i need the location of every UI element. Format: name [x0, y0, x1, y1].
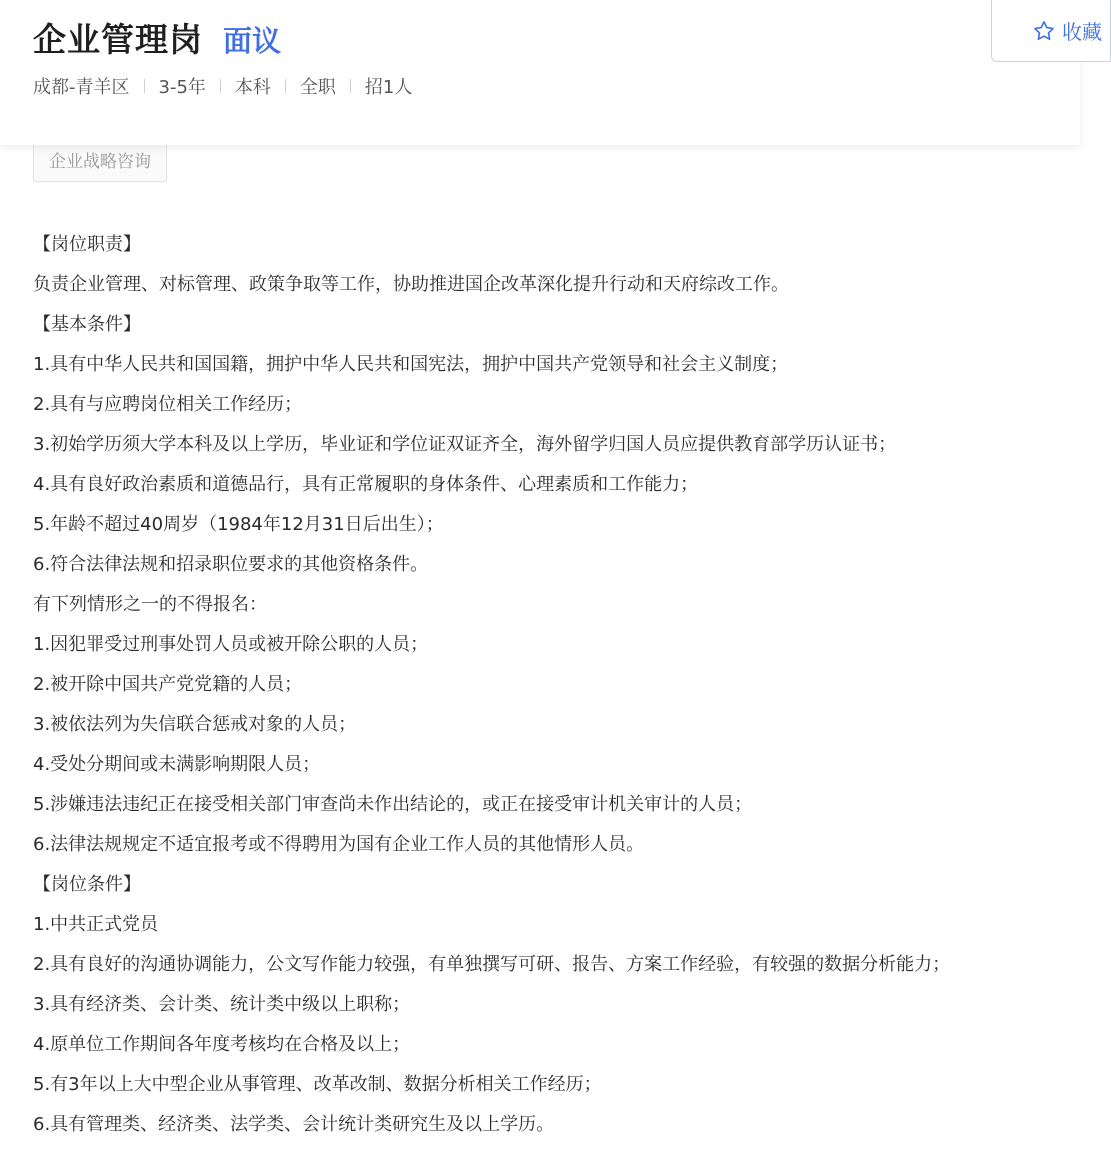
favorite-label: 收藏	[1062, 20, 1102, 44]
divider	[285, 79, 286, 93]
description-line: 3.初始学历须大学本科及以上学历，毕业证和学位证双证齐全，海外留学归国人员应提供教育部学历认证书；	[33, 434, 897, 455]
description-line: 负责企业管理、对标管理、政策争取等工作，协助推进国企改革深化提升行动和天府综改工作。	[33, 274, 789, 295]
category-tag: 企业战略咨询	[33, 141, 167, 182]
meta-experience: 3-5年	[158, 77, 206, 98]
section-heading: 【基本条件】	[33, 314, 141, 335]
description-line: 6.法律法规规定不适宜报考或不得聘用为国有企业工作人员的其他情形人员。	[33, 834, 645, 855]
meta-job-type: 全职	[299, 77, 336, 98]
description-line: 5.年龄不超过40周岁（1984年12月31日后出生）；	[33, 514, 444, 535]
description-line: 5.涉嫌违法违纪正在接受相关部门审查尚未作出结论的，或正在接受审计机关审计的人员；	[33, 794, 753, 815]
description-line: 3.被依法列为失信联合惩戒对象的人员；	[33, 714, 357, 735]
job-header	[0, 0, 1102, 145]
description-line: 2.具有良好的沟通协调能力，公文写作能力较强，有单独撰写可研、报告、方案工作经验，有较强的数据分析能力；	[33, 954, 951, 975]
section-heading: 【岗位条件】	[33, 874, 141, 895]
divider	[144, 79, 145, 93]
job-meta	[33, 73, 412, 99]
divider	[350, 79, 351, 93]
meta-headcount: 招1人	[364, 77, 413, 98]
meta-education: 本科	[234, 77, 271, 98]
description-line: 6.符合法律法规和招录职位要求的其他资格条件。	[33, 554, 429, 575]
section-heading: 【岗位职责】	[33, 234, 141, 255]
salary: 面议	[223, 24, 282, 58]
description-line: 5.有3年以上大中型企业从事管理、改革改制、数据分析相关工作经历；	[33, 1074, 602, 1095]
description-line: 6.具有管理类、经济类、法学类、会计统计类研究生及以上学历。	[33, 1114, 555, 1135]
description-line: 2.具有与应聘岗位相关工作经历；	[33, 394, 303, 415]
favorite-button[interactable]	[991, 0, 1111, 62]
title-row	[33, 14, 281, 61]
description-line: 1.中共正式党员	[33, 914, 159, 935]
description-line: 1.因犯罪受过刑事处罚人员或被开除公职的人员；	[33, 634, 429, 655]
description-line: 4.原单位工作期间各年度考核均在合格及以上；	[33, 1034, 411, 1055]
description-line: 4.受处分期间或未满影响期限人员；	[33, 754, 321, 775]
description-line: 2.被开除中国共产党党籍的人员；	[33, 674, 303, 695]
job-title: 企业管理岗	[33, 20, 203, 59]
star-icon	[1032, 19, 1056, 43]
description-line: 1.具有中华人民共和国国籍，拥护中华人民共和国宪法，拥护中国共产党领导和社会主义制度；	[33, 354, 789, 375]
job-description	[33, 225, 1073, 1145]
description-line: 4.具有良好政治素质和道德品行，具有正常履职的身体条件、心理素质和工作能力；	[33, 474, 699, 495]
divider	[220, 79, 221, 93]
description-line: 3.具有经济类、会计类、统计类中级以上职称；	[33, 994, 411, 1015]
description-line: 有下列情形之一的不得报名：	[33, 594, 267, 615]
meta-location: 成都-青羊区	[33, 77, 130, 98]
